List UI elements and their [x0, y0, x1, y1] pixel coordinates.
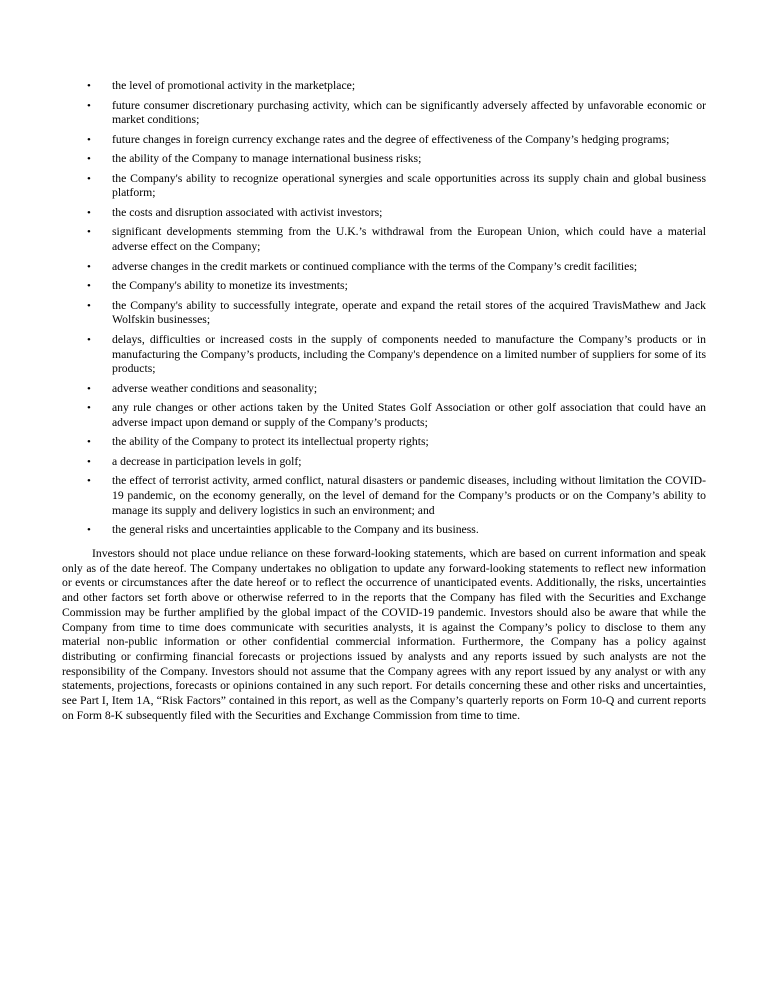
list-item — [62, 435, 706, 450]
list-item — [62, 225, 706, 254]
bullet-marker-icon: • — [87, 172, 91, 185]
bullet-marker-icon: • — [87, 80, 91, 92]
bullet-item-text: the effect of terrorist activity, armed conflict, natural disasters or pandemic diseases, including without limitation the COVID-19 pandemic, on the economy generally, on the level of demand for the Company’s products or on the Company’s ability to manage its supply and delivery logistics in such an environment; and — [112, 474, 706, 517]
bullet-marker-icon: • — [87, 226, 91, 239]
bullet-item-text: future consumer discretionary purchasing activity, which can be significantly adversely affected by unfavorable economic or market conditions; — [112, 98, 706, 127]
bullet-item-text: the Company's ability to monetize its investments; — [112, 279, 348, 293]
bullet-item-text: the ability of the Company to protect its intellectual property rights; — [112, 435, 429, 449]
bullet-marker-icon: • — [87, 99, 91, 112]
bullet-marker-icon: • — [87, 280, 91, 293]
list-item — [62, 455, 706, 470]
list-item — [62, 523, 706, 538]
list-item — [62, 279, 706, 294]
list-item — [62, 206, 706, 221]
bullet-item-text: adverse weather conditions and seasonality; — [112, 381, 318, 395]
bullet-item-text: the Company's ability to successfully integrate, operate and expand the retail stores of the acquired TravisMathew and Jack Wolfskin businesses; — [112, 298, 706, 327]
bullet-item-text: the ability of the Company to manage international business risks; — [112, 152, 422, 166]
bullet-marker-icon: • — [87, 260, 91, 273]
bullet-marker-icon: • — [87, 475, 91, 488]
list-item — [62, 401, 706, 430]
bullet-marker-icon: • — [87, 382, 91, 395]
bullet-marker-icon: • — [87, 436, 91, 449]
bullet-item-text: delays, difficulties or increased costs in the supply of components needed to manufacture the Company’s products or in manufacturing the Company’s products, including the Company's dependence on a limited number of suppliers for some of its products; — [112, 332, 706, 376]
bullet-item-text: significant developments stemming from the U.K.’s withdrawal from the European Union, which could have a material adverse effect on the Company; — [112, 225, 706, 254]
bullet-marker-icon: • — [87, 333, 91, 346]
list-item — [62, 99, 706, 128]
bullet-item-text: adverse changes in the credit markets or continued compliance with the terms of the Company’s credit facilities; — [112, 259, 638, 273]
list-item — [62, 333, 706, 377]
list-item — [62, 382, 706, 397]
bullet-item-text: future changes in foreign currency exchange rates and the degree of effectiveness of the Company’s hedging programs; — [112, 132, 670, 146]
list-item — [62, 152, 706, 167]
bullet-item-text: any rule changes or other actions taken by the United States Golf Association or other golf association that could have an adverse impact upon demand or supply of the Company’s products; — [112, 401, 706, 429]
list-item — [62, 79, 706, 94]
list-item — [62, 172, 706, 201]
bullet-item-text: the Company's ability to recognize operational synergies and scale opportunities across its supply chain and global business platform; — [112, 171, 706, 200]
list-item — [62, 474, 706, 518]
bullet-item-text: the costs and disruption associated with activist investors; — [112, 205, 383, 219]
bullet-item-text: the general risks and uncertainties applicable to the Company and its business. — [112, 523, 479, 537]
bullet-marker-icon: • — [87, 299, 91, 312]
bullet-marker-icon: • — [87, 402, 91, 415]
forward-looking-statements-paragraph: Investors should not place undue reliance on these forward-looking statements, which are based on current information and speak only as of the date hereof. The Company undertakes no obligation to update any forward-looking statements to reflect new information or events or circumstances after the date hereof or to reflect the occurrence of unanticipated events. Additionally, the risks, uncertainties and other factors set forth above or otherwise referred to in the reports that the Company has filed with the Securities and Exchange Commission may be further amplified by the global impact of the COVID-19 pandemic. Investors should also be aware that while the Company from time to time does communicate with securities analysts, it is against the Company’s policy to disclose to them any material non-public information or other confidential commercial information. Furthermore, the Company has a policy against distributing or confirming financial forecasts or projections issued by analysts and any reports issued by such analysts are not the responsibility of the Company. Investors should not assume that the Company agrees with any report issued by any analyst or with any statements, projections, forecasts or opinions contained in any such report. For details concerning these and other risks and uncertainties, see Part I, Item 1A, “Risk Factors” contained in this report, as well as the Company’s quarterly reports on Form 10-Q and current reports on Form 8-K subsequently filed with the Securities and Exchange Commission from time to time. — [62, 547, 706, 722]
list-item — [62, 260, 706, 275]
bullet-marker-icon: • — [87, 206, 91, 219]
bullet-marker-icon: • — [87, 524, 91, 537]
list-item — [62, 299, 706, 328]
bullet-item-text: the level of promotional activity in the marketplace; — [112, 79, 356, 92]
bullet-item-text: a decrease in participation levels in golf; — [112, 454, 302, 468]
risk-factor-bullet-list — [62, 79, 706, 538]
bullet-marker-icon: • — [87, 455, 91, 468]
bullet-marker-icon: • — [87, 153, 91, 166]
bullet-marker-icon: • — [87, 133, 91, 146]
list-item — [62, 133, 706, 148]
